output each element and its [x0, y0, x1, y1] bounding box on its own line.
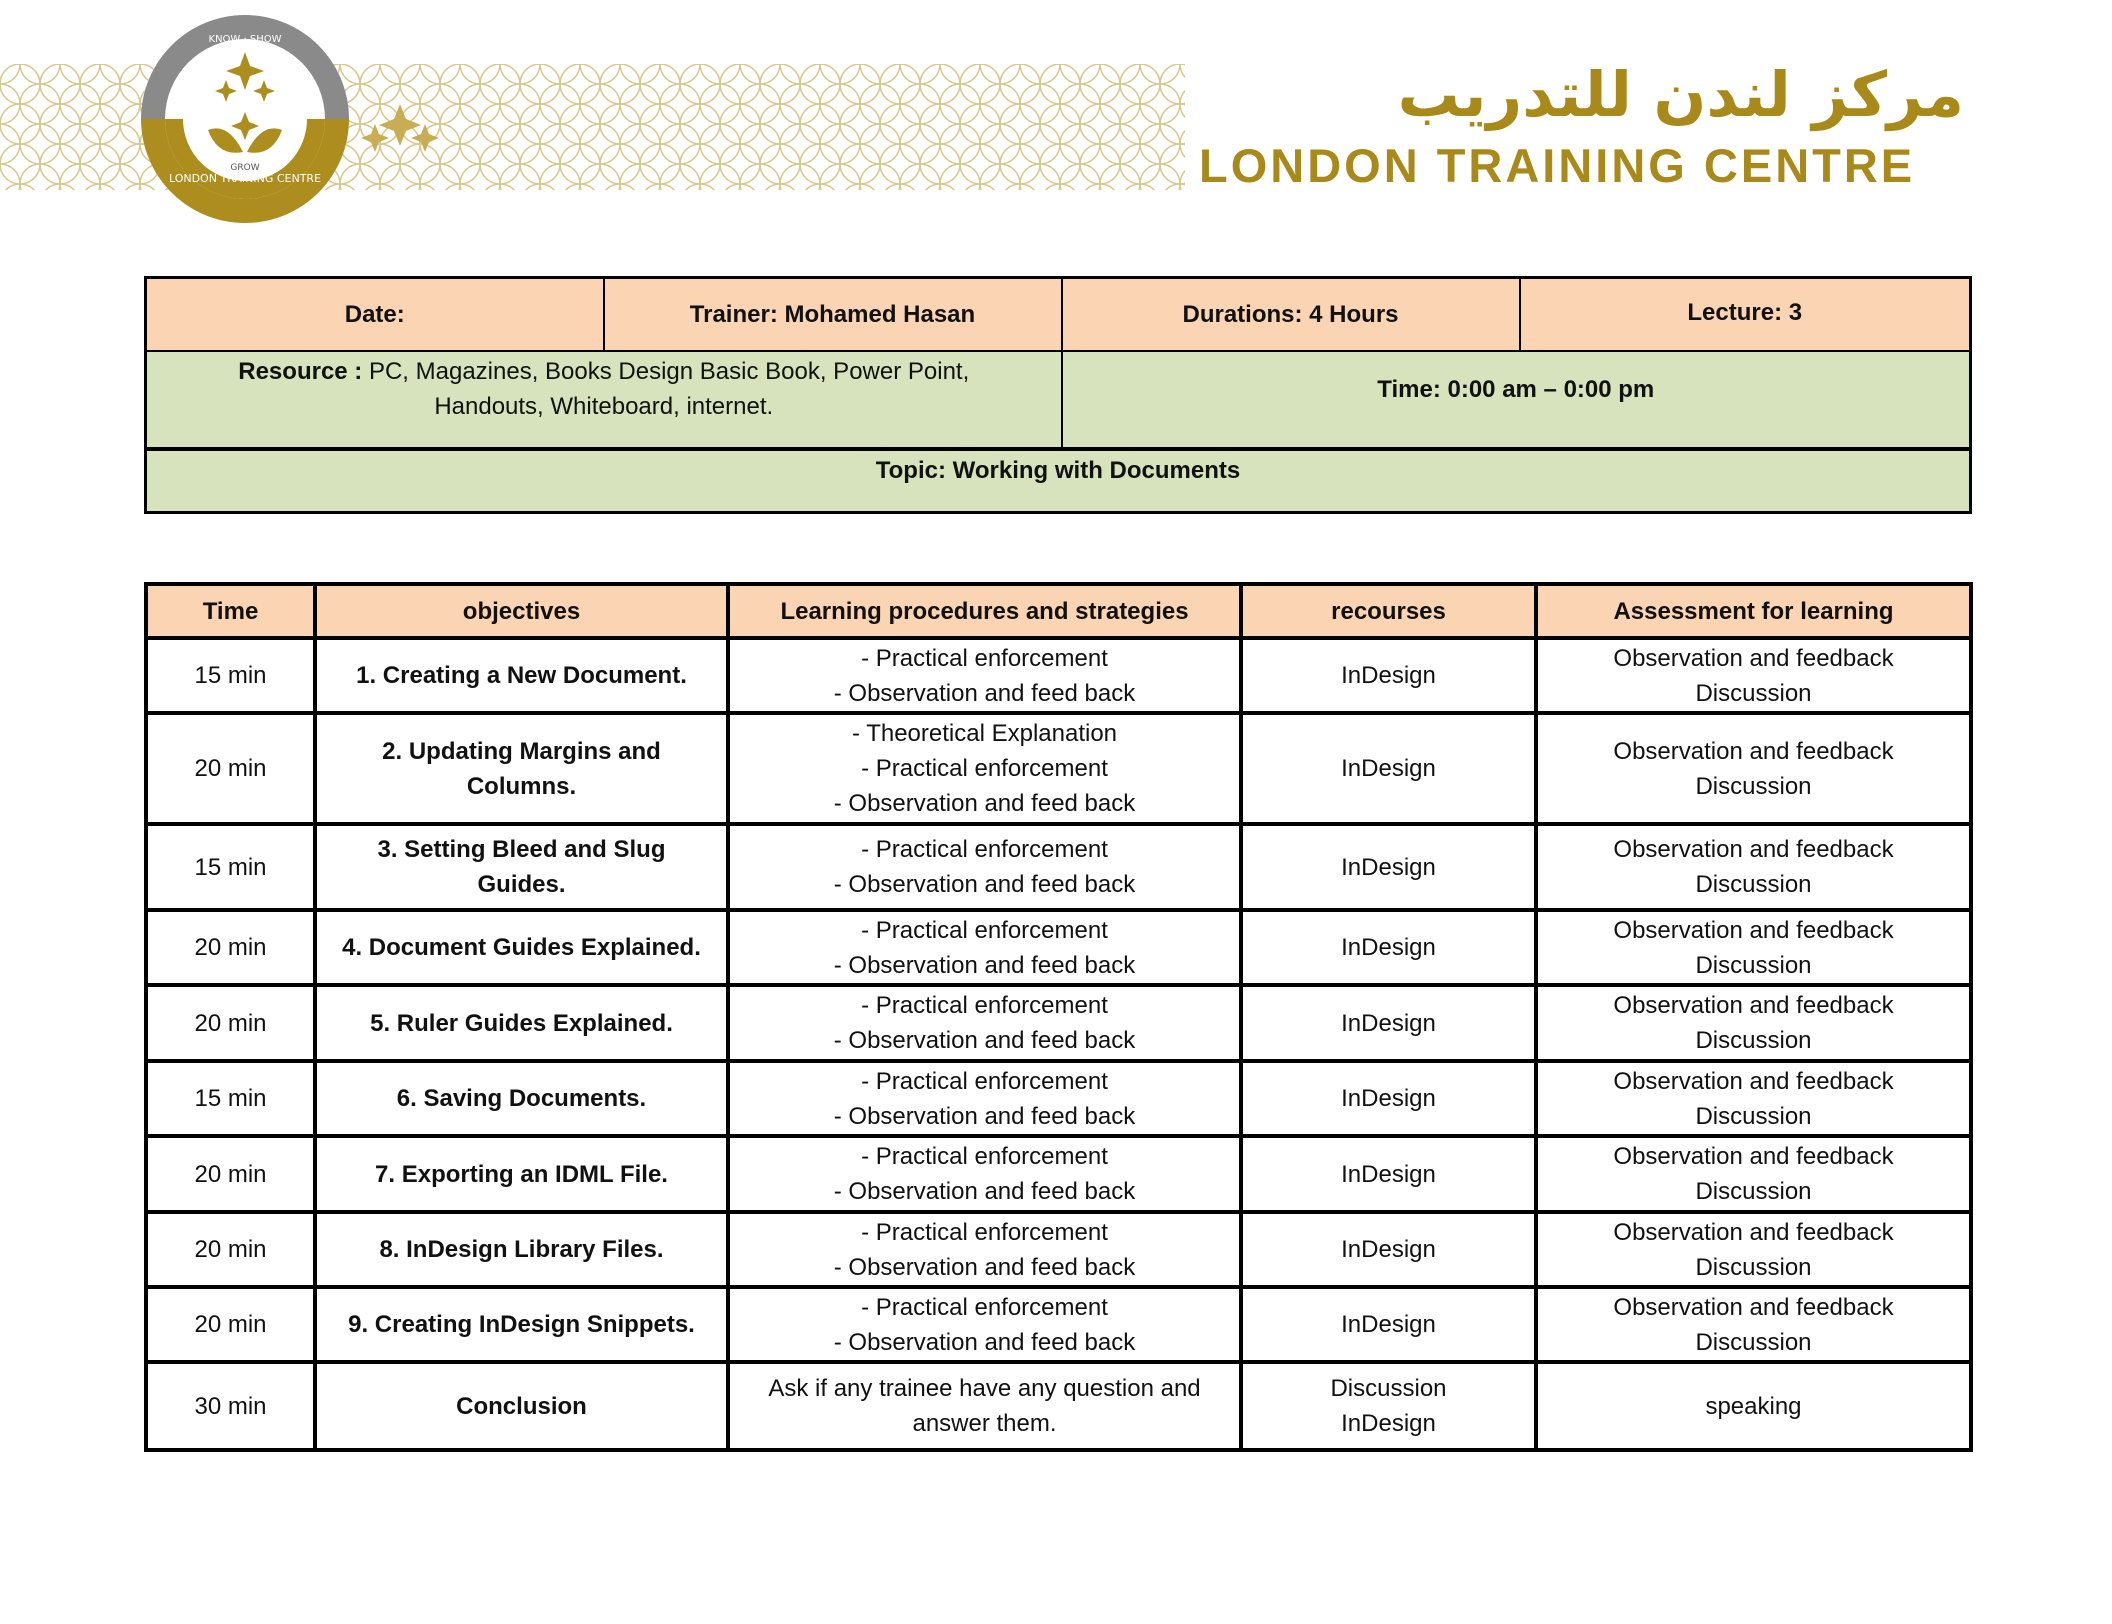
procedures-cell-line: - Observation and feed back [833, 871, 1136, 898]
procedures-cell-line: - Observation and feed back [833, 1027, 1136, 1054]
objective-cell-line: 4. Document Guides Explained. [342, 934, 701, 961]
table-row [146, 1061, 1971, 1136]
header-objectives: objectives [315, 584, 728, 638]
header-assessment: Assessment for learning [1536, 584, 1971, 638]
procedures-cell [728, 1362, 1241, 1450]
duration-cell: Durations: 4 Hours [1062, 278, 1520, 351]
assessment-cell-line: Discussion [1695, 871, 1812, 898]
objective-cell-line: 1. Creating a New Document. [356, 662, 687, 689]
lecture-cell: Lecture: 3 [1520, 278, 1971, 351]
procedures-cell-line: - Practical enforcement [861, 916, 1108, 944]
resources-cell-line: InDesign [1341, 1160, 1436, 1188]
objective-cell [315, 1362, 728, 1450]
time-cell: 15 min [146, 1061, 315, 1136]
assessment-cell-line: Observation and feedback [1613, 1067, 1894, 1095]
table-row [146, 1287, 1971, 1362]
time-cell: 20 min [146, 1212, 315, 1287]
procedures-cell [728, 985, 1241, 1061]
objective-cell-line: 5. Ruler Guides Explained. [370, 1009, 673, 1037]
objective-cell [315, 638, 728, 713]
assessment-cell [1536, 985, 1971, 1061]
objective-cell-line: Columns. [466, 772, 577, 800]
procedures-cell-line: - Observation and feed back [833, 1253, 1136, 1281]
assessment-cell [1536, 1362, 1971, 1450]
resources-cell-line: InDesign [1341, 853, 1436, 881]
time-cell [1062, 351, 1971, 449]
assessment-cell-line: Discussion [1695, 1178, 1812, 1205]
date-cell: Date: [146, 278, 604, 351]
svg-text:LONDON TRAINING CENTRE: LONDON TRAINING CENTRE [168, 172, 322, 185]
assessment-cell-line: Discussion [1695, 951, 1812, 979]
objective-cell [315, 910, 728, 985]
procedures-cell [728, 1061, 1241, 1136]
objective-cell [315, 713, 728, 824]
resources-cell [1241, 824, 1536, 910]
assessment-cell-line: Observation and feedback [1613, 644, 1894, 672]
header-procedures: Learning procedures and strategies [728, 584, 1241, 638]
resource-value-line2: Handouts, Whiteboard, internet. [434, 392, 774, 420]
time-cell: 15 min [146, 638, 315, 713]
time-cell: 20 min [146, 985, 315, 1061]
objective-cell-line: 3. Setting Bleed and Slug [377, 836, 666, 863]
procedures-cell [728, 1212, 1241, 1287]
time-cell: 20 min [146, 1136, 315, 1212]
assessment-cell-line: Discussion [1695, 679, 1812, 707]
procedures-cell-line: - Practical enforcement [861, 836, 1108, 863]
table-row [146, 910, 1971, 985]
table-row [146, 713, 1971, 824]
objective-cell [315, 1061, 728, 1136]
brand-english-name: LONDON TRAINING CENTRE [1199, 139, 1916, 192]
resources-cell-line: InDesign [1341, 755, 1436, 782]
resources-cell-line: InDesign [1341, 662, 1436, 689]
procedures-cell-line: - Observation and feed back [833, 790, 1136, 817]
time-cell: 20 min [146, 910, 315, 985]
resources-cell-line: InDesign [1341, 1410, 1436, 1437]
objective-cell [315, 1212, 728, 1287]
assessment-cell [1536, 910, 1971, 985]
resources-cell-line: InDesign [1341, 1236, 1436, 1263]
procedures-cell-line: - Practical enforcement [861, 992, 1108, 1019]
assessment-cell-line: Observation and feedback [1613, 916, 1894, 944]
procedures-cell-line: Ask if any trainee have any question and [768, 1375, 1201, 1402]
assessment-cell-line: Observation and feedback [1613, 992, 1894, 1019]
svg-text:GROW: GROW [230, 163, 260, 173]
assessment-cell [1536, 824, 1971, 910]
procedures-cell-line: - Observation and feed back [833, 951, 1136, 979]
london-training-centre-logo [138, 12, 352, 226]
resource-value: PC, Magazines, Books Design Basic Book, Power Point, [362, 357, 970, 385]
objective-cell-line: Guides. [477, 871, 566, 898]
assessment-cell-line: Discussion [1695, 772, 1812, 800]
resources-cell [1241, 1061, 1536, 1136]
assessment-cell-line: Observation and feedback [1613, 1293, 1894, 1321]
assessment-cell-line: Discussion [1695, 1328, 1812, 1356]
procedures-cell-line: - Practical enforcement [861, 1067, 1108, 1095]
resources-cell [1241, 910, 1536, 985]
resources-cell [1241, 1136, 1536, 1212]
lesson-plan-table [144, 582, 1973, 1452]
procedures-cell-line: - Practical enforcement [861, 644, 1108, 672]
procedures-cell-line: - Observation and feed back [833, 1328, 1136, 1356]
assessment-cell-line: Discussion [1695, 1102, 1812, 1130]
assessment-cell [1536, 1136, 1971, 1212]
assessment-cell-line: Observation and feedback [1613, 1218, 1894, 1246]
table-row [146, 1136, 1971, 1212]
procedures-cell-line: - Observation and feed back [833, 1102, 1136, 1130]
resources-cell [1241, 1287, 1536, 1362]
objective-cell-line: 8. InDesign Library Files. [379, 1236, 664, 1263]
resources-cell-line: InDesign [1341, 934, 1436, 961]
resources-cell [1241, 1362, 1536, 1450]
resource-cell [146, 351, 1062, 449]
resources-cell-line: InDesign [1341, 1085, 1436, 1112]
resources-cell-line: InDesign [1341, 1311, 1436, 1338]
table-row [146, 638, 1971, 713]
assessment-cell-line: Observation and feedback [1613, 1143, 1894, 1170]
procedures-cell [728, 638, 1241, 713]
time-cell: 20 min [146, 713, 315, 824]
table-row [146, 1362, 1971, 1450]
assessment-cell [1536, 638, 1971, 713]
assessment-cell-line: Discussion [1695, 1253, 1812, 1281]
header-time: Time [146, 584, 315, 638]
assessment-cell [1536, 1287, 1971, 1362]
procedures-cell [728, 1287, 1241, 1362]
procedures-cell-line: - Observation and feed back [833, 1178, 1136, 1205]
assessment-cell-line: Observation and feedback [1613, 737, 1894, 765]
time-cell: 15 min [146, 824, 315, 910]
time-value: : 0:00 am – 0:00 pm [1432, 375, 1655, 403]
topic-cell: Topic: Working with Documents [146, 449, 1971, 513]
objective-cell [315, 1287, 728, 1362]
lecture-info-table [144, 276, 1972, 514]
objective-cell-line: 6. Saving Documents. [396, 1085, 647, 1112]
procedures-cell-line: - Practical enforcement [861, 755, 1108, 782]
procedures-cell-line: - Practical enforcement [861, 1218, 1108, 1246]
time-label: Time [1377, 375, 1433, 403]
procedures-cell [728, 910, 1241, 985]
procedures-cell-line: - Observation and feed back [833, 679, 1136, 707]
resources-cell-line: InDesign [1341, 1009, 1436, 1037]
procedures-cell-line: - Practical enforcement [861, 1293, 1108, 1321]
time-cell: 30 min [146, 1362, 315, 1450]
resources-cell [1241, 985, 1536, 1061]
assessment-cell-line: speaking [1705, 1392, 1802, 1420]
resources-cell [1241, 1212, 1536, 1287]
procedures-cell [728, 713, 1241, 824]
procedures-cell-line: answer them. [912, 1410, 1057, 1437]
assessment-cell [1536, 1212, 1971, 1287]
resources-cell-line: Discussion [1330, 1375, 1447, 1402]
trainer-cell: Trainer: Mohamed Hasan [604, 278, 1062, 351]
resources-cell [1241, 638, 1536, 713]
procedures-cell-line: - Practical enforcement [861, 1143, 1108, 1170]
procedures-cell [728, 824, 1241, 910]
objective-cell-line: 7. Exporting an IDML File. [375, 1160, 668, 1188]
objective-cell [315, 985, 728, 1061]
brand-arabic-name: مركز لندن للتدريب [1397, 58, 1964, 131]
objective-cell-line: 2. Updating Margins and [382, 737, 661, 765]
table-row [146, 985, 1971, 1061]
objective-cell [315, 824, 728, 910]
assessment-cell-line: Discussion [1695, 1027, 1812, 1054]
table-row [146, 824, 1971, 910]
procedures-cell-line: - Theoretical Explanation [851, 720, 1118, 747]
objective-cell-line: Conclusion [456, 1392, 587, 1420]
assessment-cell [1536, 1061, 1971, 1136]
table-row [146, 1212, 1971, 1287]
objective-cell [315, 1136, 728, 1212]
assessment-cell [1536, 713, 1971, 824]
procedures-cell [728, 1136, 1241, 1212]
time-cell: 20 min [146, 1287, 315, 1362]
resources-cell [1241, 713, 1536, 824]
svg-text:KNOW · SHOW: KNOW · SHOW [208, 34, 282, 45]
resource-label: Resource : [238, 357, 363, 385]
assessment-cell-line: Observation and feedback [1613, 836, 1894, 863]
header-resources: recourses [1241, 584, 1536, 638]
objective-cell-line: 9. Creating InDesign Snippets. [348, 1311, 695, 1338]
